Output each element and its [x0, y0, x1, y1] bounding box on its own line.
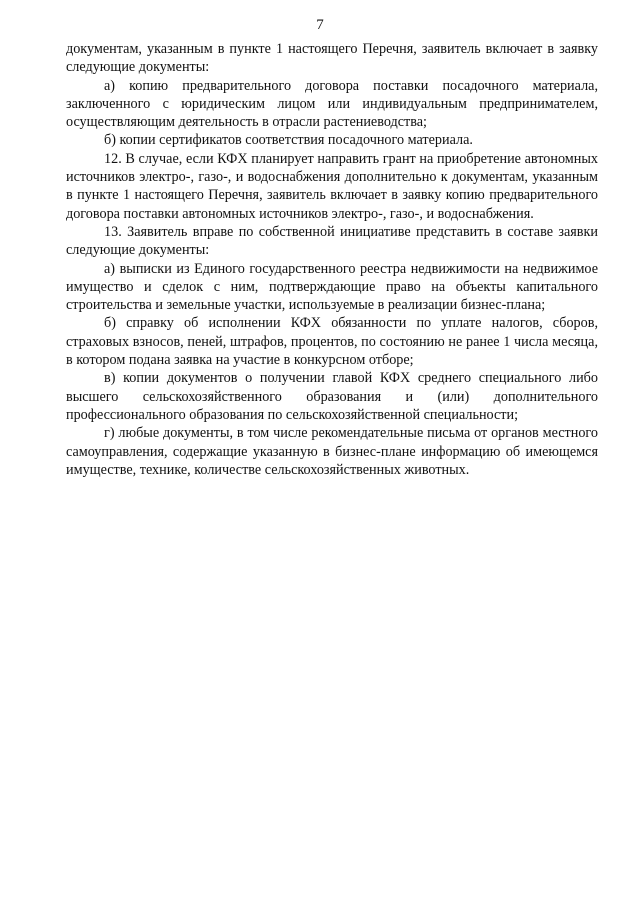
paragraph-section-12: 12. В случае, если КФХ планирует направить грант на приобретение автономных источников электро-, газо-, и водоснабжения дополнительно к документам, указанным в пункте 1 настоящего Перечня, заявитель включает в заявку копию предварительного договора поставки автономных источников электро-, газо-, и водоснабжения.	[66, 150, 598, 222]
document-body	[66, 40, 598, 479]
paragraph-continuation: документам, указанным в пункте 1 настоящего Перечня, заявитель включает в заявку следующие документы:	[66, 41, 598, 76]
paragraph-section-13: 13. Заявитель вправе по собственной инициативе представить в составе заявки следующие документы:	[66, 223, 598, 259]
paragraph-section-13-item-d: г) любые документы, в том числе рекомендательные письма от органов местного самоуправления, содержащие указанную в бизнес-плане информацию об имеющемся имуществе, технике, количестве сельскохозяйственных животных.	[66, 425, 598, 478]
page-number: 7	[316, 17, 324, 33]
paragraph-section-13-item-a: а) выписки из Единого государственного реестра недвижимости на недвижимое имущество и сделок с ним, подтверждающие право на объекты капитального строительства и земельные участки, используемые в реализации бизнес-плана;	[66, 260, 598, 314]
paragraph-section-13-item-b: б) справку об исполнении КФХ обязанности по уплате налогов, сборов, страховых взносов, пеней, штрафов, процентов, по состоянию не ранее 1 числа месяца, в котором подана заявка на участие в конкурсном отборе;	[66, 315, 598, 369]
paragraph-item-a: а) копию предварительного договора поставки посадочного материала, заключенного с юридическим лицом или индивидуальным предпринимателем, осуществляющим деятельность в отрасли растениеводства;	[66, 77, 598, 131]
paragraph-section-13-item-c: в) копии документов о получении главой КФХ среднего специального либо высшего сельскохозяйственного образования и (или) дополнительного профессионального образования по сельскохозяйственной специальности;	[66, 370, 598, 423]
paragraph-item-b: б) копии сертификатов соответствия посадочного материала.	[104, 132, 473, 149]
